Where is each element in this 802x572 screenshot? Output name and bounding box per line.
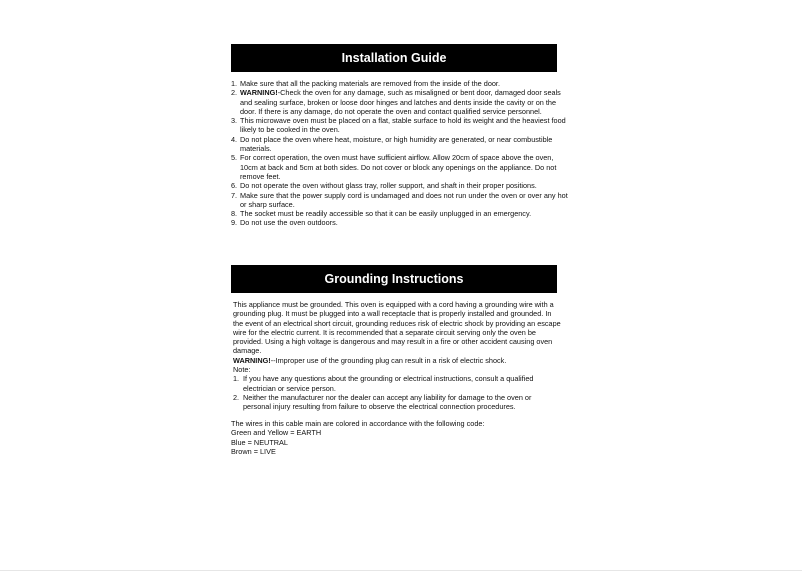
list-item (231, 79, 571, 88)
item-text: Do not place the oven where heat, moisture, or high humidity are generated, or near combustible materials. (240, 134, 553, 154)
wire-code-live: Brown = LIVE (231, 446, 276, 456)
grounding-instructions-title: Grounding Instructions (324, 272, 464, 286)
list-item (231, 181, 571, 190)
item-text: Do not operate the oven without glass tray, roller support, and shaft in their proper positions. (240, 181, 537, 191)
wire-code-earth: Green and Yellow = EARTH (231, 428, 322, 438)
page-bottom-divider (0, 570, 802, 571)
item-number: 1. (233, 374, 240, 384)
item-text: If you have any questions about the grounding or electrical instructions, consult a qualified electrician or service person. (243, 374, 534, 393)
item-number: 2. (231, 88, 238, 98)
item-number: 4. (231, 134, 238, 144)
list-item (231, 209, 571, 218)
list-item (233, 374, 561, 393)
item-number: 2. (233, 392, 240, 402)
grounding-section (233, 300, 561, 412)
item-text: This microwave oven must be placed on a flat, stable surface to hold its weight and the heaviest food likely to be cooked in the oven. (240, 116, 566, 135)
grounding-intro: This appliance must be grounded. This oven is equipped with a cord having a grounding wire with a grounding plug. It must be plugged into a wall receptacle that is properly installed and grounded. In the event of an electrical short circuit, grounding reduces risk of electric shock by providing an escape wire for the electric current. It is recommended that a separate circuit serving only the oven be provided. Using a high voltage is dangerous and may result in a fire or other accident causing oven damage. (233, 300, 561, 356)
warning-label: WARNING! (240, 88, 278, 98)
list-item (231, 218, 571, 227)
warning-label: WARNING! (233, 355, 271, 365)
item-number: 8. (231, 209, 238, 219)
item-text: Neither the manufacturer nor the dealer can accept any liability for damage to the oven or personal injury resulting from failure to observe the electrical connection procedures. (243, 392, 532, 412)
item-text: Make sure that all the packing materials are removed from the inside of the door. (240, 79, 500, 88)
item-number: 7. (231, 190, 238, 200)
list-item (231, 116, 571, 135)
item-text: Make sure that the power supply cord is undamaged and does not run under the oven or over any hot or sharp surface. (240, 190, 568, 209)
item-number: 5. (231, 153, 238, 163)
notes-list (233, 374, 561, 411)
installation-guide-title: Installation Guide (341, 51, 447, 65)
item-number: 6. (231, 181, 238, 191)
warning-text: --Improper use of the grounding plug can result in a risk of electric shock. (270, 355, 507, 365)
list-item (231, 135, 571, 154)
list-item (231, 88, 571, 116)
note-label: Note: (233, 365, 251, 375)
wire-color-code (231, 419, 561, 456)
list-item (231, 153, 571, 181)
wire-code-intro: The wires in this cable main are colored in accordance with the following code: (231, 419, 485, 428)
item-number: 3. (231, 116, 238, 126)
item-number: 1. (231, 79, 238, 88)
item-number: 9. (231, 218, 238, 228)
list-item (231, 191, 571, 210)
wire-code-neutral: Blue = NEUTRAL (231, 437, 288, 447)
grounding-instructions-heading (231, 265, 557, 293)
list-item (233, 393, 561, 412)
item-text: Do not use the oven outdoors. (240, 218, 338, 228)
grounding-warning (233, 356, 561, 365)
installation-list (231, 79, 571, 228)
item-text: The socket must be readily accessible so that it can be easily unplugged in an emergency. (240, 209, 532, 219)
installation-guide-heading (231, 44, 557, 72)
item-text: -Check the oven for any damage, such as misaligned or bent door, damaged door seals and sealing surface, broken or loose door hinges and latches and dents inside the cavity or on the door. If there is any damage, do not operate the oven and contact qualified service personnel. (240, 88, 561, 116)
item-text: For correct operation, the oven must have sufficient airflow. Allow 20cm of space above the oven, 10cm at back and 5cm at both sides. Do not cover or block any openings on the appliance. Do not remove feet. (240, 153, 557, 181)
